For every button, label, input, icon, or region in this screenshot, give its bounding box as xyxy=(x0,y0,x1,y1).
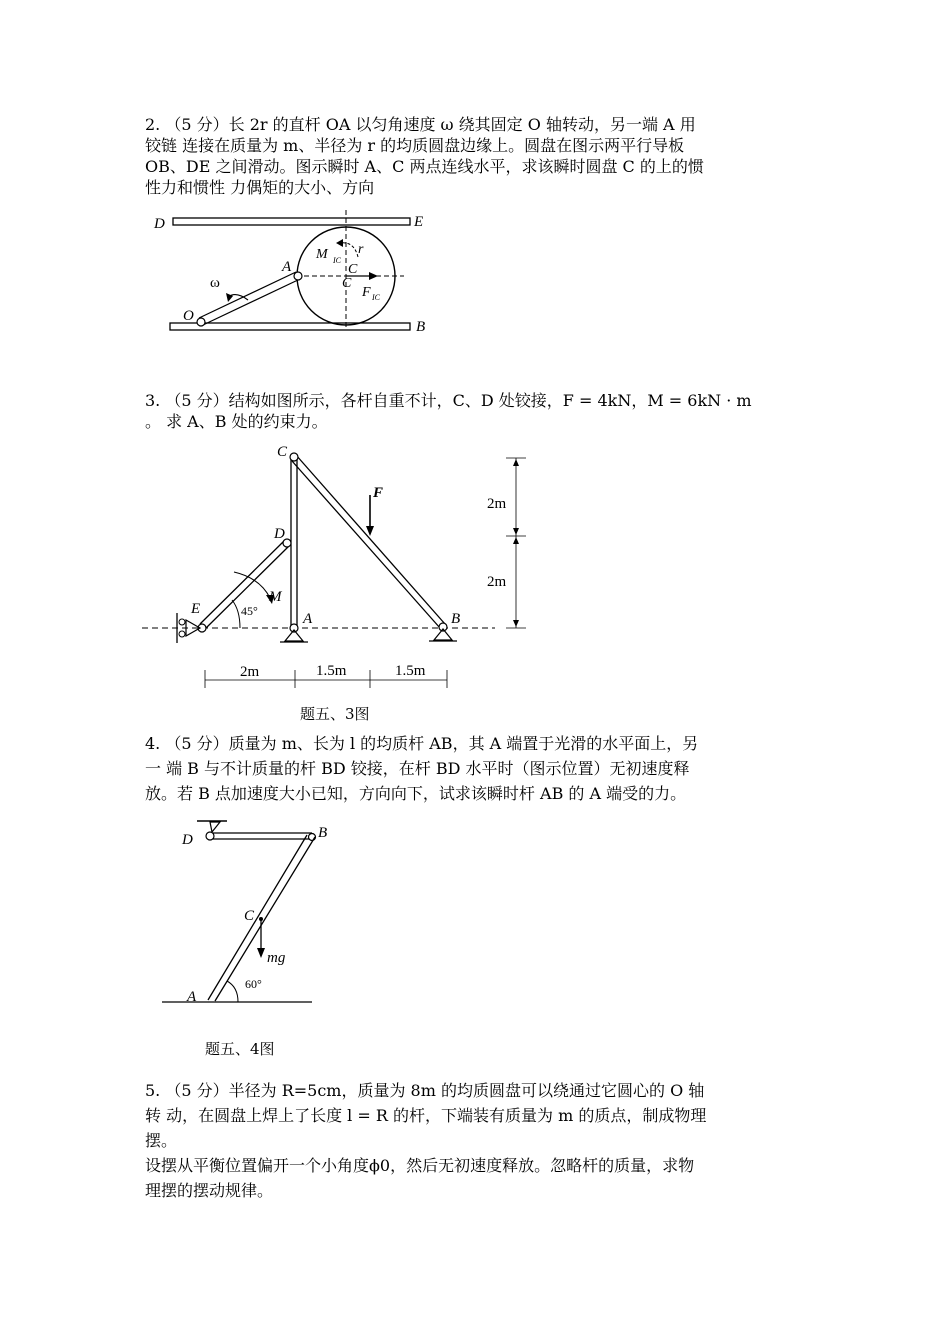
moment-arrowhead xyxy=(336,239,343,247)
label-c: C xyxy=(277,444,288,460)
q2-line-3: OB、DE 之间滑动。图示瞬时 A、C 两点连线水平，求该瞬时圆盘 C 的上的惯 xyxy=(145,157,704,176)
dim-arrow-4 xyxy=(513,620,519,627)
q2-line-1: 2. （5 分）长 2r 的直杆 OA 以匀角速度 ω 绕其固定 O 轴转动，另一端 A 用 xyxy=(145,115,696,134)
label-dim-w3: 1.5m xyxy=(395,663,426,679)
force-arrowhead xyxy=(369,272,378,280)
rod-ab-left xyxy=(208,835,307,1000)
support-d xyxy=(210,822,220,832)
rod-ab-right xyxy=(215,837,315,1001)
hinge-a xyxy=(294,272,302,280)
label-d: D xyxy=(274,526,285,542)
label-m-sub: IC xyxy=(333,256,341,265)
label-r: r xyxy=(358,242,364,257)
angle-arc-60 xyxy=(227,981,238,1002)
q4-line-2: 一 端 B 与不计质量的杆 BD 铰接，在杆 BD 水平时（图示位置）无初速度释 xyxy=(145,759,690,778)
q4-caption: 题五、4图 xyxy=(205,1040,275,1058)
label-e: E xyxy=(191,601,201,617)
label-f: F xyxy=(373,485,384,501)
q5-line-2: 转 动，在圆盘上焊上了长度 l = R 的杆，下端装有质量为 m 的质点，制成物理 xyxy=(145,1106,707,1125)
q2-line-4: 性力和惯性 力偶矩的大小、方向 xyxy=(145,178,375,197)
label-b: B xyxy=(451,611,461,627)
q3-caption: 题五、3图 xyxy=(300,705,370,723)
q2-text xyxy=(145,114,813,198)
q5-line-3: 摆。 xyxy=(145,1131,178,1150)
label-c-lower: C xyxy=(342,276,352,291)
dim-arrow-1 xyxy=(513,459,519,466)
hinge-o xyxy=(197,318,205,326)
label-b: B xyxy=(416,319,426,335)
label-d: D xyxy=(182,832,193,848)
hinge-c xyxy=(290,453,298,461)
label-c-upper: C xyxy=(348,262,358,277)
label-a: A xyxy=(303,611,313,627)
q4-text xyxy=(145,731,820,806)
label-dim-h1: 2m xyxy=(487,496,507,512)
label-m: M xyxy=(316,247,328,262)
roller-e-1 xyxy=(179,619,185,625)
q5-line-1: 5. （5 分）半径为 R=5cm，质量为 8m 的均质圆盘可以绕通过它圆心的 O 轴 xyxy=(145,1081,705,1100)
omega-arrowhead xyxy=(226,293,233,302)
label-angle-60: 60° xyxy=(245,977,262,991)
hinge-d xyxy=(206,832,214,840)
q4-figure xyxy=(160,815,340,1010)
q3-figure xyxy=(140,440,540,690)
label-omega: ω xyxy=(210,275,220,291)
q4-line-3: 放。若 B 点加速度大小已知，方向向下，试求该瞬时杆 AB 的 A 端受的力。 xyxy=(145,784,687,803)
dim-arrow-3 xyxy=(513,537,519,544)
label-dim-w1: 2m xyxy=(240,664,260,680)
label-b: B xyxy=(318,825,328,841)
label-o: O xyxy=(183,308,194,324)
label-a: A xyxy=(187,989,197,1005)
q2-line-2: 铰链 连接在质量为 m、半径为 r 的均质圆盘边缘上。圆盘在图示两平行导板 xyxy=(145,136,685,155)
q4-line-1: 4. （5 分）质量为 m、长为 l 的均质杆 AB，其 A 端置于光滑的水平面上，另 xyxy=(145,734,699,753)
label-d: D xyxy=(154,216,165,232)
label-f: F xyxy=(362,285,371,300)
bar-cb-lower xyxy=(292,461,440,628)
label-e: E xyxy=(414,214,424,230)
label-a: A xyxy=(282,259,292,275)
q3-line-2: 。 求 A、B 处的约束力。 xyxy=(145,412,328,431)
angle-arc-45 xyxy=(232,600,240,628)
q5-text xyxy=(145,1078,820,1203)
q3-text xyxy=(145,390,835,432)
mg-arrowhead xyxy=(257,948,265,958)
q2-figure xyxy=(150,205,450,345)
roller-e-2 xyxy=(179,631,185,637)
center-c xyxy=(259,917,263,921)
bar-cb-upper xyxy=(296,455,445,624)
q5-line-4: 设摆从平衡位置偏开一个小角度ϕ0，然后无初速度释放。忽略杆的质量，求物 xyxy=(145,1156,695,1175)
q5-line-5: 理摆的摆动规律。 xyxy=(145,1181,274,1200)
dim-arrow-2 xyxy=(513,528,519,535)
label-dim-w2: 1.5m xyxy=(316,663,347,679)
label-mg: mg xyxy=(267,950,286,966)
label-angle-45: 45° xyxy=(241,604,258,618)
label-c: C xyxy=(244,908,255,924)
label-f-sub: IC xyxy=(372,293,380,302)
label-dim-h2: 2m xyxy=(487,574,507,590)
q3-line-1: 3. （5 分）结构如图所示，各杆自重不计，C、D 处铰接，F = 4kN，M = 6kN · m xyxy=(145,391,752,410)
force-f-arrowhead xyxy=(366,526,374,536)
plate-de xyxy=(173,218,410,225)
label-m: M xyxy=(269,589,282,605)
